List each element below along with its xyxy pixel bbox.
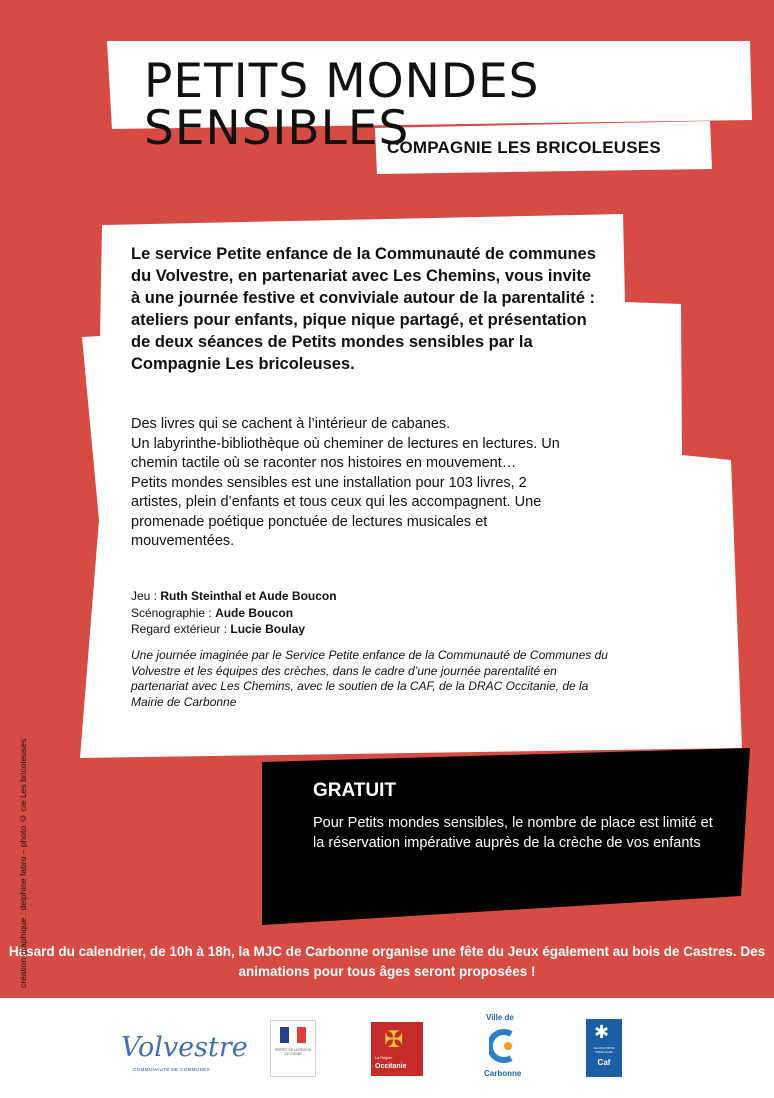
- description-line-3: Petits mondes sensibles est une installation pour 103 livres, 2 artistes, plein d’enfants et tous ceux qui les accompagnent. Une promenade poétique ponctuée de lectures musicales et mouvementées.: [131, 474, 542, 549]
- caf-logo: [586, 1019, 622, 1077]
- marianne-icon: [280, 1027, 306, 1043]
- credit-label: Scénographie :: [131, 605, 216, 620]
- prefet-logo: [270, 1020, 316, 1077]
- credit-row: [131, 605, 581, 622]
- carbonne-logo: [484, 1013, 524, 1081]
- graphic-credit: création graphique : delphine fabro – photo © cie Les bricoleuses: [18, 738, 28, 988]
- description-line-1: Des livres qui se cachent à l’intérieur de cabanes.: [131, 416, 451, 432]
- page-subtitle: COMPAGNIE LES BRICOLEUSES: [387, 138, 661, 157]
- carbonne-c-icon: [489, 1026, 519, 1066]
- page-title: PETITS MONDES SENSIBLES: [144, 54, 540, 156]
- credit-row: [131, 588, 581, 605]
- footer-note: Hasard du calendrier, de 10h à 18h, la MJC de Carbonne organise une fête du Jeux également au bois de Castres. Des animations pour tous âges seront proposées !: [8, 944, 766, 979]
- ville-top: Ville de: [486, 1013, 514, 1022]
- credit-value: Aude Boucon: [215, 605, 294, 620]
- region-name: Occitanie: [375, 1063, 407, 1070]
- volvestre-logo: Volvestre: [121, 1032, 248, 1063]
- occitan-cross-icon: ✠: [384, 1027, 404, 1053]
- ville-bottom: Carbonne: [484, 1069, 522, 1078]
- free-title: GRATUIT: [313, 780, 397, 801]
- credits: [131, 588, 581, 638]
- credit-value: Ruth Steinthal et Aude Boucon: [160, 589, 337, 603]
- partnership-note: Une journée imaginée par le Service Petite enfance de la Communauté de Communes du Volvestre et les équipes des crèches, dans le cadre d’une journée parentalité en partenariat avec Les Chemins, avec le soutien de la CAF, de la DRAC Occitanie, de la Mairie de Carbonne: [131, 648, 608, 709]
- intro-paragraph: Le service Petite enfance de la Communauté de communes du Volvestre, en partenariat avec Les Chemins, vous invite à une journée festive et conviviale autour de la parentalité : ateliers pour enfants, pique nique partagé, et présentation de deux séances de Petits mondes sensibles par la Compagnie Les bricoleuses.: [131, 245, 596, 373]
- caf-name: Caf: [597, 1058, 611, 1067]
- free-text: Pour Petits mondes sensibles, le nombre de place est limité et la réservation impérative auprès de la crèche de vos enfants: [313, 815, 713, 851]
- region-logo: [371, 1022, 423, 1076]
- prefet-text: PRÉFET DE LA RÉGION OCCITANIE: [275, 1048, 311, 1056]
- caf-small: ALLOCATIONS FAMILIALES: [593, 1046, 615, 1054]
- description-line-2: Un labyrinthe-bibliothèque où cheminer de lectures en lectures. Un chemin tactile où se raconter nos histoires en mouvement…: [131, 435, 560, 471]
- credit-label: Regard extérieur :: [131, 622, 231, 636]
- credit-value: Lucie Boulay: [230, 622, 306, 636]
- credit-row: [131, 621, 581, 638]
- description: [131, 415, 581, 552]
- snowflake-icon: ✱: [594, 1022, 610, 1042]
- volvestre-tagline: COMMUNAUTÉ DE COMMUNES: [133, 1067, 211, 1072]
- region-small: La Région: [375, 1056, 393, 1060]
- credit-label: Jeu :: [131, 589, 161, 603]
